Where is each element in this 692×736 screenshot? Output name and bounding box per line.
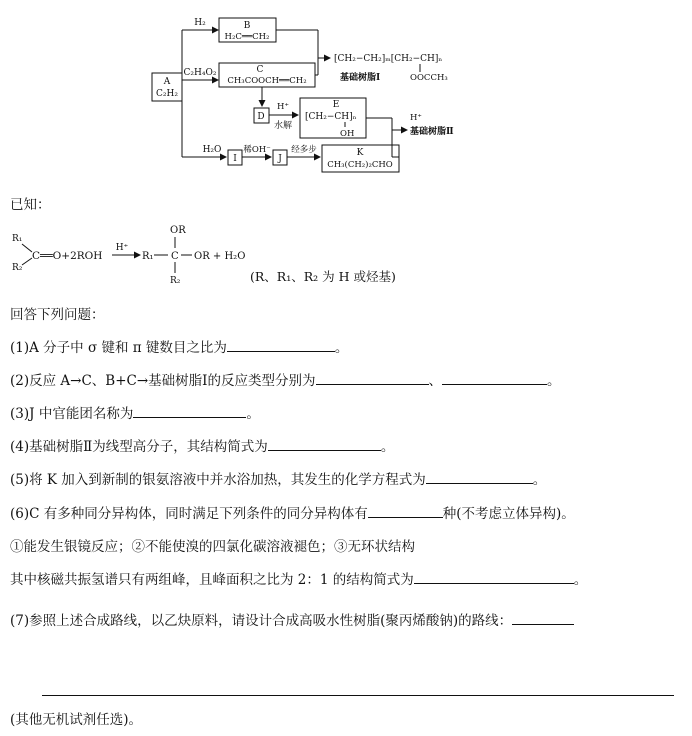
compound-C-formula: CH₃COOCH══CH₂ xyxy=(227,76,307,86)
question-6-nmr xyxy=(10,568,587,588)
hydrolysis-label: 水解 xyxy=(273,121,293,131)
question-2-text: (2)反应 A→C、B+C→基础树脂Ⅰ的反应类型分别为 xyxy=(10,373,316,389)
compound-E-label: E xyxy=(332,100,340,110)
question-6-conditions: ①能发生银镜反应；②不能使溴的四氯化碳溶液褪色；③无环状结构 xyxy=(10,539,415,555)
compound-K-label: K xyxy=(356,148,364,158)
question-5 xyxy=(10,468,546,488)
resin1-polymer: [CH₂−CH₂]ₘ[CH₂−CH]ₙ xyxy=(334,54,443,64)
answer-blank-6-nmr[interactable] xyxy=(414,571,574,584)
resin1-substituent: OOCCH₃ xyxy=(410,73,448,83)
dilute-OH-label: 稀OH⁻ xyxy=(243,145,271,155)
product-OR-right: OR + H₂O xyxy=(194,251,246,262)
compound-E-polymer: [CH₂−CH]ₙ xyxy=(305,112,357,122)
question-5-text: (5)将 K 加入到新制的银氨溶液中并水浴加热，其发生的化学方程式为 xyxy=(10,472,426,488)
compound-K-formula: CH₃(CH₂)₂CHO xyxy=(327,160,393,170)
answer-blank-4[interactable] xyxy=(268,438,381,451)
question-7 xyxy=(10,609,574,629)
compound-A-label: A xyxy=(163,77,171,87)
resin1-name: 基础树脂Ⅰ xyxy=(340,73,381,83)
question-1-end: 。 xyxy=(334,340,349,356)
answer-blank-7a[interactable] xyxy=(512,612,574,625)
product-OR-top: OR xyxy=(170,225,186,236)
catalyst-H-plus-1: H⁺ xyxy=(277,102,289,112)
question-7-end: (其他无机试剂任选)。 xyxy=(10,712,143,728)
answer-blank-2a[interactable] xyxy=(316,372,429,385)
answer-line-7b[interactable] xyxy=(42,694,674,696)
question-4 xyxy=(10,435,394,455)
question-6-end: 种(不考虑立体异构)。 xyxy=(442,506,575,522)
question-2-sep: 、 xyxy=(428,373,443,389)
compound-A-formula: C₂H₂ xyxy=(156,89,178,99)
known-catalyst: H⁺ xyxy=(115,243,129,253)
known-heading: 已知： xyxy=(10,197,51,213)
question-1-text: (1)A 分子中 σ 键和 π 键数目之比为 xyxy=(10,340,227,356)
answer-blank-5[interactable] xyxy=(426,471,533,484)
answer-blank-3[interactable] xyxy=(133,405,246,418)
question-2-end: 。 xyxy=(547,373,561,389)
compound-B-formula: H₂C══CH₂ xyxy=(224,32,270,42)
reactant-R2: R₂ xyxy=(12,263,23,273)
product-center-C: C xyxy=(171,251,179,262)
answer-blank-2b[interactable] xyxy=(442,372,547,385)
compound-E-substituent: OH xyxy=(340,129,355,139)
reagent-H2: H₂ xyxy=(194,18,206,28)
compound-C-label: C xyxy=(256,65,264,75)
question-6-text: (6)C 有多种同分异构体，同时满足下列条件的同分异构体有 xyxy=(10,506,368,522)
multi-step-label: 经多步 xyxy=(291,145,317,155)
reactant-bond-lower xyxy=(22,258,32,265)
product-R1: R₁ xyxy=(142,251,154,262)
question-3-text: (3)J 中官能团名称为 xyxy=(10,406,134,422)
question-3 xyxy=(10,402,260,422)
reactant-R1: R₁ xyxy=(12,234,23,244)
reagent-C2H4O2: C₂H₄O₂ xyxy=(183,68,217,78)
answer-blank-6[interactable] xyxy=(368,505,443,518)
catalyst-H-plus-2: H⁺ xyxy=(410,113,422,123)
question-3-end: 。 xyxy=(246,406,260,422)
resin2-name: 基础树脂Ⅱ xyxy=(410,127,454,137)
question-6 xyxy=(10,502,575,522)
reactant-bond-upper xyxy=(22,244,32,252)
compound-J-label: J xyxy=(278,154,282,164)
product-R2: R₂ xyxy=(170,276,181,286)
known-reaction xyxy=(0,215,692,295)
compound-B-label: B xyxy=(243,21,251,31)
question-1 xyxy=(10,336,348,356)
reactant-formula: C══O+2ROH xyxy=(32,250,103,262)
question-5-end: 。 xyxy=(532,472,547,488)
question-7-text: (7)参照上述合成路线，以乙炔原料，请设计合成高吸水性树脂(聚丙烯酸钠)的路线： xyxy=(10,613,513,629)
question-4-text: (4)基础树脂Ⅱ为线型高分子，其结构简式为 xyxy=(10,439,268,455)
synthesis-scheme xyxy=(0,0,692,185)
known-note: (R、R₁、R₂ 为 H 或烃基) xyxy=(250,269,396,284)
answer-heading: 回答下列问题： xyxy=(10,307,105,323)
compound-D-label: D xyxy=(257,112,265,122)
reagent-H2O: H₂O xyxy=(202,145,222,155)
question-6-nmr-end: 。 xyxy=(573,572,588,588)
question-6-nmr-text: 其中核磁共振氢谱只有两组峰，且峰面积之比为 2：1 的结构简式为 xyxy=(10,572,414,588)
question-4-end: 。 xyxy=(380,439,395,455)
compound-I-label: I xyxy=(233,154,237,164)
question-2 xyxy=(10,369,561,389)
answer-blank-1[interactable] xyxy=(227,339,335,352)
